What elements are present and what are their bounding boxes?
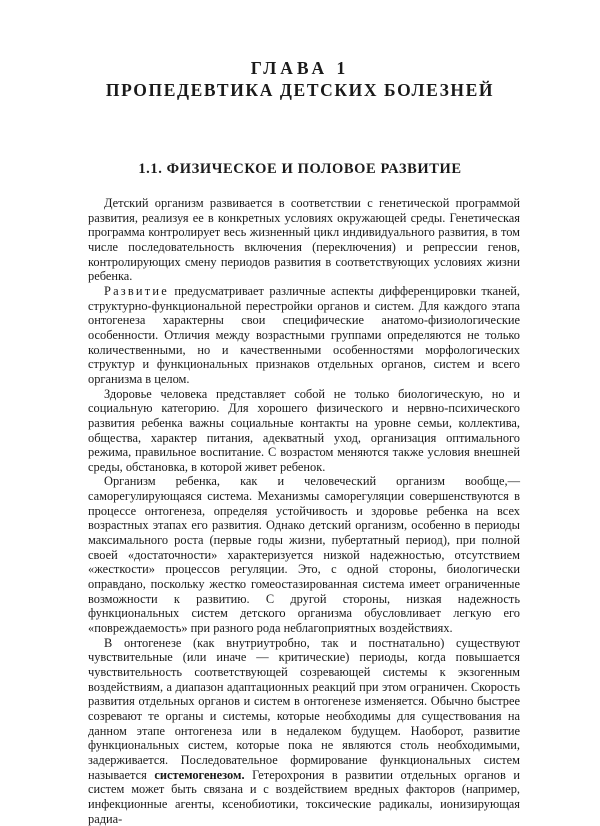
spaced-term: Развитие <box>104 283 169 298</box>
body-text <box>88 196 520 826</box>
bold-term: системогенезом. <box>154 767 245 782</box>
chapter-label: ГЛАВА 1 <box>250 58 350 78</box>
section-title: 1.1. ФИЗИЧЕСКОЕ И ПОЛОВОЕ РАЗВИТИЕ <box>138 161 462 177</box>
paragraph-1: Детский организм развивается в соответствии с генетической программой развития, реализуя ее в конкретных условиях окружающей среды. Генетическая программа контролирует весь жизненный цикл индивидуального развития, в том числе последовательность включения (переключения) и репрессии генов, контролирующих смену периодов развития в соответствующих условиях жизни ребенка. <box>88 196 520 284</box>
paragraph-4: Организм ребенка, как и человеческий организм вообще,— саморегулирующаяся система. Механизмы саморегуляции совершенствуются в процессе онтогенеза, определяя устойчивость и здоровье ребенка на всех возрастных этапах его развития. Однако детский организм, особенно в периоды максимального роста (первые годы жизни, пубертатный период), при полной своей «достаточности» характеризуется низкой надежностью, отсутствием «жесткости» процессов регуляции. Это, с одной стороны, биологически оправдано, поскольку жестко гомеостазированная система имеет ограниченные возможности к развитию. С другой стороны, низкая надежность функциональных систем детского организма обусловливает легкую его «повреждаемость» при разного рода неблагоприятных воздействиях. <box>88 474 520 636</box>
paragraph-5-text-before: В онтогенезе (как внутриутробно, так и постнатально) существуют чувствительные (или иначе — критические) периоды, когда повышается чувствительность соответствующей созревающей системы к экзогенным воздействиям, а диапазон адаптационных реакций при этом ограничен. Скорость развития отдельных органов и систем в онтогенезе изменяется. Обычно быстрее созревают те органы и системы, которые необходимы для существования на данном этапе онтогенеза или в недалеком будущем. Наоборот, развитие функциональных систем, которые пока не являются столь необходимыми, задерживается. Последовательное формирование функциональных систем называется <box>88 635 520 782</box>
chapter-title: ПРОПЕДЕВТИКА ДЕТСКИХ БОЛЕЗНЕЙ <box>105 80 495 100</box>
paragraph-3: Здоровье человека представляет собой не только биологическую, но и социальную категорию. Для хорошего физического и нервно-психического развития ребенка важны социальные контакты на уровне семьи, коллектива, общества, характер питания, адекватный уход, организация оптимального режима, правильное воспитание. С возрастом меняются также условия внешней среды, обстановка, в которой живет ребенок. <box>88 386 520 474</box>
paragraph-2 <box>88 284 520 387</box>
paragraph-5 <box>88 636 520 826</box>
paragraph-5-text-after: Гетерохрония в развитии отдельных органов и систем может быть связана и с воздействием вредных факторов (например, инфекционные агенты, ксенобиотики, токсические радикалы, ионизирующая радиа- <box>88 767 520 826</box>
paragraph-2-text: предусматривает различные аспекты дифференцировки тканей, структурно-функциональной перестройки органов и систем. Для каждого этапа онтогенеза характерны свои специфические анатомо-физиологические особенности. Отличия между возрастными группами определяются не только количественными, но и качественными особенностями морфологических структур и функциональных признаков отдельных органов, систем и всего организма в целом. <box>88 283 520 386</box>
